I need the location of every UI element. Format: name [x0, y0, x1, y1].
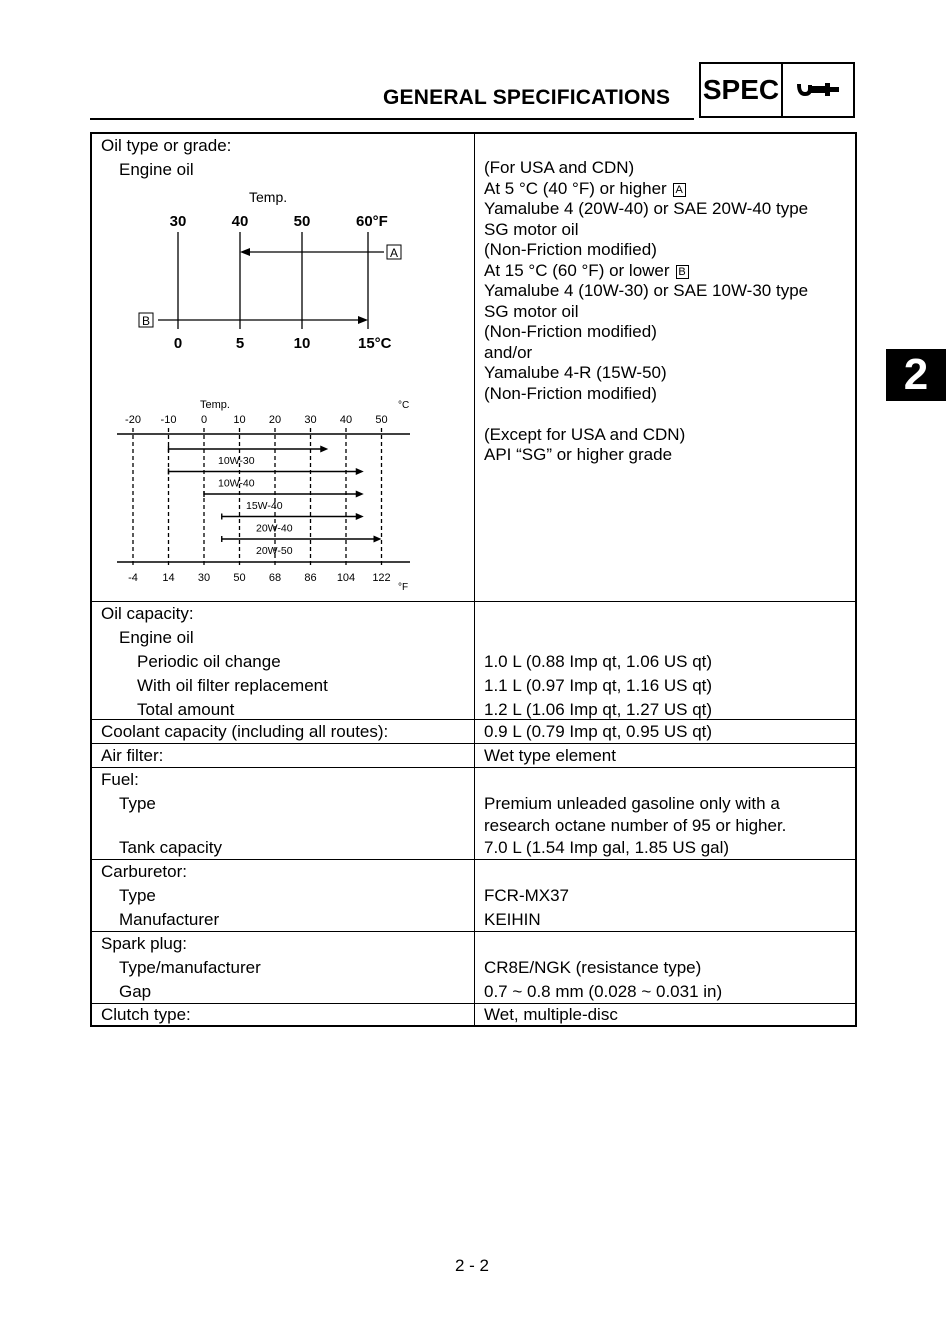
chart2-f-unit: °F — [398, 582, 409, 593]
chart2-c-tick: 30 — [304, 414, 317, 426]
chart2-f-tick: 68 — [268, 572, 282, 584]
coolant-label: Coolant capacity (including all routes): — [101, 722, 389, 741]
chart2-f-tick: 50 — [233, 572, 246, 584]
chart1-f-tick: 30 — [169, 213, 187, 230]
clutch-value: Wet, multiple-disc — [484, 1005, 618, 1024]
air-filter-value: Wet type element — [484, 746, 616, 765]
chart1-marker-a: A — [390, 246, 399, 260]
oil-capacity-label: Oil capacity: — [101, 604, 194, 623]
carburetor-mfr-label: Manufacturer — [119, 910, 220, 929]
oil-type-sub: Engine oil — [119, 160, 194, 179]
chart2-c-tick: 0 — [200, 414, 208, 426]
oil-capacity-item-label: Periodic oil change — [137, 652, 281, 671]
oil-capacity-item-label: Total amount — [137, 700, 235, 719]
chart1-f-tick: 40 — [231, 213, 249, 230]
oil-spec-line: SG motor oil — [484, 301, 579, 321]
chart1-arrow-b-head — [358, 316, 368, 324]
oil-capacity-value-cell — [475, 602, 855, 719]
chart2-c-tick: -20 — [125, 414, 141, 426]
oil-spec-line: Yamalube 4 (10W-30) or SAE 10W-30 type — [484, 281, 809, 300]
fuel-row — [92, 767, 855, 859]
chart2-grade-arrowhead — [374, 536, 382, 543]
fuel-tank-label: Tank capacity — [119, 838, 222, 857]
oil-spec-line: (Non-Friction modified) — [484, 383, 657, 403]
carburetor-row — [92, 859, 855, 931]
clutch-label: Clutch type: — [101, 1005, 191, 1024]
air-filter-label: Air filter: — [101, 746, 164, 765]
oil-viscosity-chart — [112, 396, 442, 601]
oil-capacity-item-label: With oil filter replacement — [137, 676, 328, 695]
oil-spec-line: (Non-Friction modified) — [484, 240, 657, 259]
spark-plug-label: Spark plug: — [101, 934, 187, 953]
chart2-f-tick: -4 — [128, 572, 138, 584]
page-title: GENERAL SPECIFICATIONS — [383, 86, 671, 109]
chart2-title: Temp. — [200, 399, 230, 411]
oil-capacity-row — [92, 601, 855, 719]
spark-plug-gap-label: Gap — [119, 982, 152, 1001]
fuel-type-label: Type — [119, 794, 156, 813]
coolant-row — [92, 719, 855, 743]
chart1-c-tick: 5 — [235, 335, 245, 352]
air-filter-row — [92, 743, 855, 767]
carburetor-type-label: Type — [119, 886, 156, 905]
chart1-arrow-a-head — [240, 248, 250, 256]
oil-spec-line: At 15 °C (60 °F) or lower B — [484, 261, 855, 282]
chart2-grade-arrowhead — [356, 491, 364, 498]
chart2-f-tick: 14 — [162, 572, 175, 584]
spark-plug-type-value: CR8E/NGK (resistance type) — [484, 958, 702, 977]
oil-temp-chart-simple — [122, 184, 422, 364]
chart2-grade-label: 20W-40 — [256, 522, 293, 535]
chapter-tab: 2 — [886, 349, 946, 401]
oil-spec-line: and/or — [484, 342, 533, 362]
oil-spec-line: Yamalube 4-R (15W-50) — [484, 363, 667, 382]
chart1-title: Temp. — [249, 189, 288, 205]
chart2-c-unit: °C — [398, 400, 410, 411]
chart2-f-tick: 30 — [197, 572, 211, 584]
fuel-tank-value: 7.0 L (1.54 Imp gal, 1.85 US gal) — [484, 838, 730, 857]
carburetor-label: Carburetor: — [101, 862, 187, 881]
oil-capacity-item-value: 1.1 L (0.97 Imp qt, 1.16 US qt) — [484, 676, 713, 695]
chart2-c-tick: -10 — [160, 414, 177, 426]
oil-capacity-item-value: 1.2 L (1.06 Imp qt, 1.27 US qt) — [484, 700, 713, 719]
chart2-grade-arrowhead — [320, 446, 328, 453]
chart2-f-tick: 86 — [304, 572, 317, 584]
carburetor-mfr-value: KEIHIN — [484, 910, 541, 929]
spark-plug-type-label: Type/manufacturer — [119, 958, 261, 977]
oil-spec-marker: A — [673, 183, 686, 197]
fuel-label: Fuel: — [101, 770, 139, 789]
chart2-grade-label: 15W-40 — [246, 500, 283, 512]
oil-spec-line: API “SG” or higher grade — [484, 445, 673, 464]
oil-type-value-cell — [475, 134, 855, 601]
oil-spec-line: At 5 °C (40 °F) or higher A — [484, 179, 855, 200]
chart2-c-tick: 10 — [233, 414, 246, 426]
spark-plug-gap-value: 0.7 ~ 0.8 mm (0.028 ~ 0.031 in) — [484, 982, 723, 1001]
page-number: 2 - 2 — [455, 1256, 490, 1275]
chart2-grade-label: 10W-30 — [218, 455, 255, 467]
oil-type-label: Oil type or grade: — [101, 136, 232, 155]
oil-spec-line: (Except for USA and CDN) — [484, 424, 686, 444]
carburetor-type-value: FCR-MX37 — [484, 886, 570, 905]
oil-spec-line — [484, 404, 855, 425]
chart2-c-tick: 50 — [375, 414, 388, 426]
chart1-c-tick: 10 — [293, 335, 311, 352]
chart2-c-tick: 20 — [268, 414, 282, 426]
chart2-grade-arrowhead — [356, 468, 364, 475]
chart2-f-tick: 122 — [372, 572, 391, 584]
oil-capacity-label-cell — [92, 602, 475, 719]
oil-spec-line: (For USA and CDN) — [484, 158, 635, 177]
chart2-grade-arrowhead — [356, 513, 364, 520]
chart2-c-tick: 40 — [339, 414, 353, 426]
oil-type-row — [92, 134, 855, 601]
chart2-grade-label: 20W-50 — [256, 545, 293, 557]
chart1-f-tick: 50 — [293, 213, 311, 230]
coolant-value: 0.9 L (0.79 Imp qt, 0.95 US qt) — [484, 722, 713, 741]
oil-capacity-sub: Engine oil — [119, 628, 194, 647]
wrench-icon — [783, 64, 853, 116]
oil-spec-line: (Non-Friction modified) — [484, 322, 657, 341]
chart2-f-tick: 104 — [336, 572, 356, 584]
spec-badge-label: SPEC — [701, 64, 783, 116]
chart1-c-tick: 15°C — [358, 335, 392, 352]
oil-capacity-item-value: 1.0 L (0.88 Imp qt, 1.06 US qt) — [484, 652, 713, 671]
fuel-type-value: Premium unleaded gasoline only with a — [484, 794, 780, 813]
oil-spec-line: Yamalube 4 (20W-40) or SAE 20W-40 type — [484, 199, 809, 218]
oil-type-label-cell — [92, 134, 475, 601]
chart1-f-tick: 60°F — [356, 213, 388, 230]
title-rule — [90, 118, 694, 120]
chart2-grade-label: 10W-40 — [218, 477, 255, 490]
chart1-marker-b: B — [142, 314, 151, 328]
spec-badge — [699, 62, 855, 118]
fuel-type-value-cont: research octane number of 95 or higher. — [484, 816, 787, 835]
chart1-c-tick: 0 — [173, 335, 183, 352]
clutch-row — [92, 1003, 855, 1025]
oil-spec-marker: B — [676, 265, 689, 279]
oil-spec-line: SG motor oil — [484, 219, 579, 239]
spec-table — [90, 132, 857, 1027]
spark-plug-row — [92, 931, 855, 1003]
